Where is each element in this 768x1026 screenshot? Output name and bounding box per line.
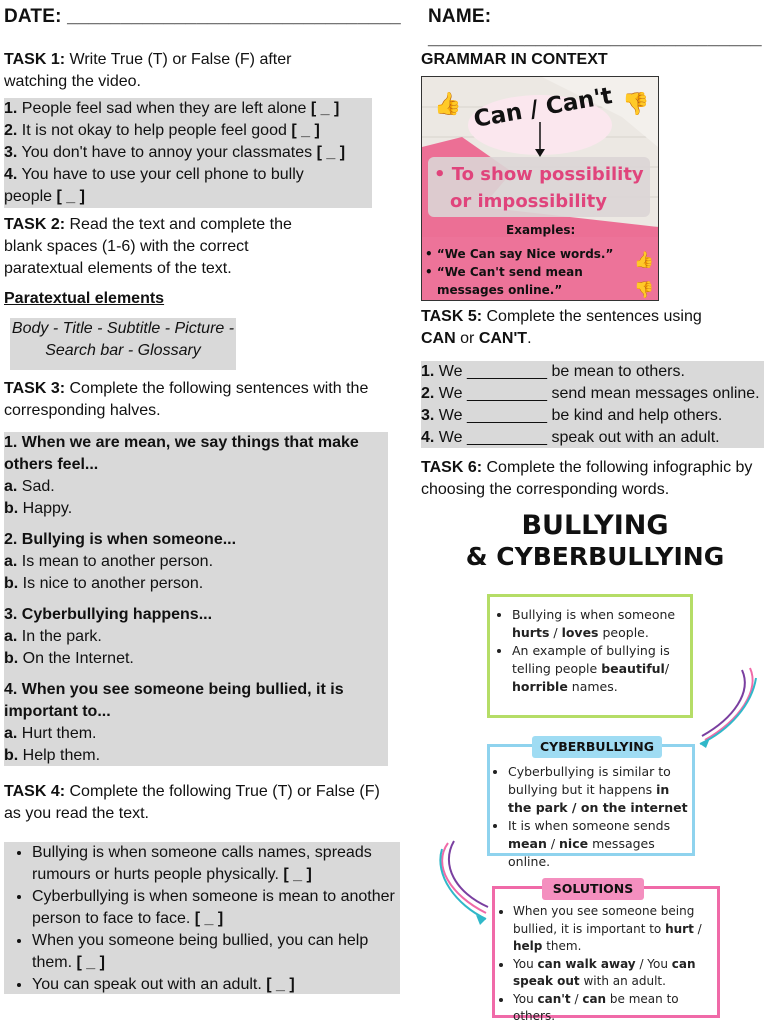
list-item: 1. We _________ be mean to others. <box>421 363 685 380</box>
task3-instruction: TASK 3: Complete the following sentences with the corresponding halves. <box>4 380 369 419</box>
list-item: • You can speak out with an adult. [ _ ] <box>32 974 400 996</box>
solutions-label: SOLUTIONS <box>542 878 644 900</box>
list-item: • When you someone being bullied, you can help them. [ _ ] <box>32 930 400 974</box>
poster-rule: • To show possibility or impossibility <box>434 164 644 212</box>
list-item: 2. We _________ send mean messages online. <box>421 385 760 402</box>
arrow-swoosh-icon <box>690 660 760 750</box>
question: 3. Cyberbullying happens... a. In the park. b. On the Internet. <box>4 606 213 667</box>
thumbs-up-icon: 👍 <box>634 252 654 269</box>
cyberbullying-box: • Cyberbullying is similar to bullying but it happens in the park / on the internet • It is when someone sends mean / nice messages online. <box>487 744 695 856</box>
task5-instruction: TASK 5: Complete the sentences using CAN or CAN'T. <box>421 308 702 347</box>
bullying-box: • Bullying is when someone hurts / loves people. • An example of bullying is telling people beautiful/ horrible names. <box>487 594 693 718</box>
paratextual-word-bank: Body - Title - Subtitle - Picture - Search bar - Glossary <box>10 318 236 370</box>
can-cant-poster <box>421 76 659 301</box>
thumbs-down-icon: 👎 <box>634 282 654 299</box>
task1-instruction: TASK 1: Write True (T) or False (F) after watching the video. <box>4 51 292 90</box>
list-item: 2. It is not okay to help people feel good [ _ ] <box>4 122 320 139</box>
name-label: NAME: _______________________________ <box>428 6 762 49</box>
paratextual-heading: Paratextual elements <box>4 290 165 307</box>
list-item: 4. We _________ speak out with an adult. <box>421 429 720 446</box>
thumbs-down-icon: 👎 <box>622 91 650 116</box>
task4-instruction: TASK 4: Complete the following True (T) or False (F) as you read the text. <box>4 783 380 822</box>
grammar-heading: GRAMMAR IN CONTEXT <box>421 51 608 68</box>
task1-title: TASK 1: <box>4 51 66 68</box>
poster-title: Can / Can't <box>471 83 615 133</box>
question: 4. When you see someone being bullied, it is important to... a. Hurt them. b. Help them. <box>4 681 344 764</box>
list-item: • Cyberbullying is when someone is mean to another person to face to face. [ _ ] <box>32 886 400 930</box>
poster-examples: • “We Can say Nice words.” • “We Can't send mean messages online.” <box>425 247 614 297</box>
task5-list <box>421 361 764 448</box>
question: 2. Bullying is when someone... a. Is mean to another person. b. Is nice to another person. <box>4 531 237 592</box>
cyberbullying-label: CYBERBULLYING <box>532 736 662 758</box>
list-item: 1. People feel sad when they are left alone [ _ ] <box>4 100 340 117</box>
task4-list <box>4 842 400 994</box>
thumbs-up-icon: 👍 <box>434 91 462 116</box>
question: 1. When we are mean, we say things that make others feel... a. Sad. b. Happy. <box>4 434 359 517</box>
list-item: 3. You don't have to annoy your classmates [ _ ] <box>4 144 346 161</box>
poster-examples-label: Examples: <box>506 223 576 237</box>
task3-questions <box>4 432 388 766</box>
task2-instruction: TASK 2: Read the text and complete the blank spaces (1-6) with the correct paratextual elements of the text. <box>4 216 292 277</box>
list-item: 3. We _________ be kind and help others. <box>421 407 723 424</box>
list-item: • Bullying is when someone calls names, spreads rumours or hurts people physically. [ _ ] <box>32 842 400 886</box>
date-label: DATE: _______________________________ <box>4 6 401 27</box>
infographic-title: BULLYING & CYBERBULLYING <box>465 510 725 571</box>
list-item: 4. You have to use your cell phone to bully people [ _ ] <box>4 166 304 205</box>
solutions-box: • When you see someone being bullied, it is important to hurt / help them. • You can walk away / You can speak out with an adult. • You can't / can be mean to others. <box>492 886 720 1018</box>
task1-list <box>4 98 372 208</box>
task6-instruction: TASK 6: Complete the following infographic by choosing the corresponding words. <box>421 459 753 498</box>
